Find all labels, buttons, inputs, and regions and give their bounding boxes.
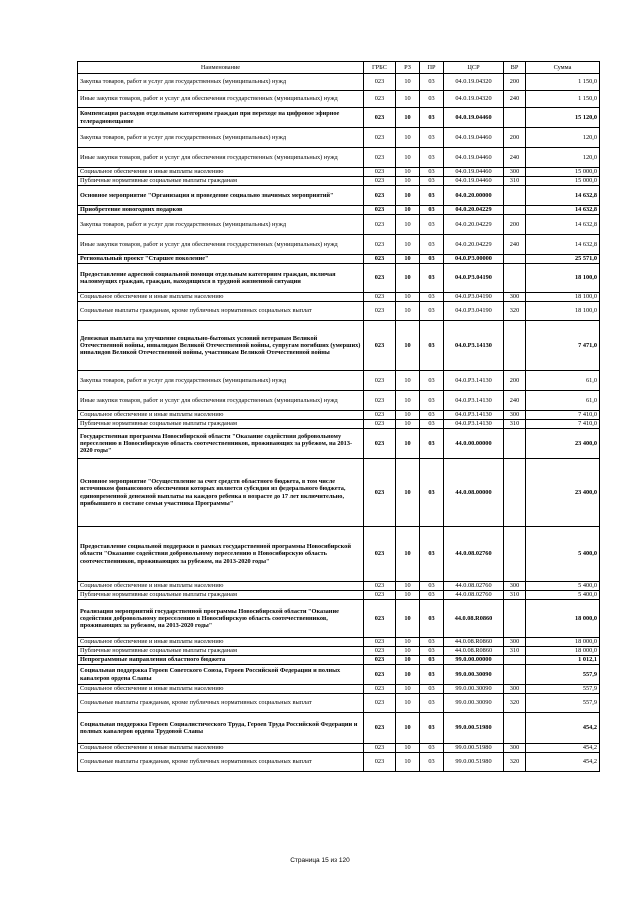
cell-grbs: 023	[364, 685, 396, 694]
table-row	[78, 148, 600, 168]
cell-sum: 15 120,0	[526, 108, 600, 128]
cell-sum: 18 100,0	[526, 302, 600, 321]
cell-vr: 320	[504, 302, 526, 321]
cell-vr: 310	[504, 177, 526, 186]
cell-pr: 03	[420, 206, 444, 215]
cell-vr: 300	[504, 744, 526, 753]
cell-name: Социальная поддержка Героев Социалистического Труда, Героев Труда Российской Федерации и полных кавалеров ордена Трудовой Славы	[78, 713, 364, 744]
cell-rz: 10	[396, 527, 420, 582]
cell-vr: 320	[504, 753, 526, 772]
cell-grbs: 023	[364, 582, 396, 591]
cell-pr: 03	[420, 591, 444, 600]
table-row	[78, 177, 600, 186]
cell-sum: 18 100,0	[526, 293, 600, 302]
cell-csr: 04.0.19.04320	[444, 74, 504, 91]
table-row	[78, 255, 600, 264]
cell-csr: 04.0.P3.14130	[444, 391, 504, 411]
cell-rz: 10	[396, 321, 420, 371]
cell-grbs: 023	[364, 293, 396, 302]
table-row	[78, 371, 600, 391]
cell-csr: 44.0.08.R0860	[444, 647, 504, 656]
cell-vr	[504, 321, 526, 371]
cell-grbs: 023	[364, 74, 396, 91]
header-rz: РЗ	[396, 62, 420, 74]
cell-vr: 240	[504, 235, 526, 255]
cell-pr: 03	[420, 186, 444, 206]
cell-grbs: 023	[364, 206, 396, 215]
cell-vr: 320	[504, 694, 526, 713]
cell-rz: 10	[396, 302, 420, 321]
cell-sum: 1 150,0	[526, 74, 600, 91]
cell-grbs: 023	[364, 177, 396, 186]
cell-csr: 04.0.19.04460	[444, 108, 504, 128]
table-row	[78, 694, 600, 713]
cell-csr: 44.0.08.02760	[444, 527, 504, 582]
cell-name: Публичные нормативные социальные выплаты гражданам	[78, 591, 364, 600]
cell-grbs: 023	[364, 321, 396, 371]
table-row	[78, 168, 600, 177]
cell-sum: 14 632,8	[526, 215, 600, 235]
cell-csr: 99.0.00.30090	[444, 665, 504, 685]
table-row	[78, 108, 600, 128]
cell-sum: 14 632,8	[526, 186, 600, 206]
table-row	[78, 74, 600, 91]
cell-name: Иные закупки товаров, работ и услуг для обеспечения государственных (муниципальных) нужд	[78, 91, 364, 108]
cell-sum: 1 012,1	[526, 656, 600, 665]
cell-sum: 1 150,0	[526, 91, 600, 108]
cell-rz: 10	[396, 168, 420, 177]
cell-name: Закупка товаров, работ и услуг для государственных (муниципальных) нужд	[78, 128, 364, 148]
cell-grbs: 023	[364, 591, 396, 600]
cell-rz: 10	[396, 128, 420, 148]
cell-pr: 03	[420, 235, 444, 255]
cell-csr: 04.0.19.04460	[444, 177, 504, 186]
cell-pr: 03	[420, 744, 444, 753]
cell-vr	[504, 527, 526, 582]
cell-pr: 03	[420, 459, 444, 527]
cell-name: Социальные выплаты гражданам, кроме публичных нормативных социальных выплат	[78, 302, 364, 321]
cell-grbs: 023	[364, 108, 396, 128]
cell-sum: 18 000,0	[526, 638, 600, 647]
table-row	[78, 91, 600, 108]
cell-pr: 03	[420, 638, 444, 647]
cell-vr: 300	[504, 685, 526, 694]
cell-grbs: 023	[364, 371, 396, 391]
cell-name: Компенсация расходов отдельным категориям граждан при переходе на цифровое эфирное телерадиовещание	[78, 108, 364, 128]
cell-grbs: 023	[364, 186, 396, 206]
cell-rz: 10	[396, 264, 420, 293]
table-row	[78, 685, 600, 694]
cell-name: Публичные нормативные социальные выплаты гражданам	[78, 420, 364, 429]
cell-vr	[504, 600, 526, 638]
cell-pr: 03	[420, 694, 444, 713]
cell-vr	[504, 206, 526, 215]
table-row	[78, 753, 600, 772]
cell-vr: 310	[504, 420, 526, 429]
table-row	[78, 293, 600, 302]
cell-rz: 10	[396, 91, 420, 108]
cell-name: Социальное обеспечение и иные выплаты населению	[78, 293, 364, 302]
cell-csr: 04.0.20.00000	[444, 186, 504, 206]
cell-grbs: 023	[364, 527, 396, 582]
cell-csr: 04.0.P3.04190	[444, 264, 504, 293]
cell-name: Социальное обеспечение и иные выплаты населению	[78, 168, 364, 177]
cell-sum: 18 000,0	[526, 647, 600, 656]
cell-grbs: 023	[364, 168, 396, 177]
cell-rz: 10	[396, 685, 420, 694]
cell-sum: 15 000,0	[526, 168, 600, 177]
cell-vr	[504, 264, 526, 293]
cell-pr: 03	[420, 91, 444, 108]
cell-vr	[504, 429, 526, 459]
cell-sum: 18 100,0	[526, 264, 600, 293]
cell-csr: 04.0.20.04229	[444, 215, 504, 235]
cell-grbs: 023	[364, 665, 396, 685]
table-row	[78, 420, 600, 429]
cell-grbs: 023	[364, 255, 396, 264]
cell-vr: 240	[504, 91, 526, 108]
cell-grbs: 023	[364, 302, 396, 321]
table-row	[78, 600, 600, 638]
cell-rz: 10	[396, 293, 420, 302]
cell-rz: 10	[396, 665, 420, 685]
table-row	[78, 744, 600, 753]
cell-pr: 03	[420, 177, 444, 186]
cell-sum: 7 410,0	[526, 411, 600, 420]
cell-name: Социальное обеспечение и иные выплаты населению	[78, 685, 364, 694]
cell-rz: 10	[396, 74, 420, 91]
table-row	[78, 391, 600, 411]
cell-pr: 03	[420, 600, 444, 638]
cell-csr: 99.0.00.00000	[444, 656, 504, 665]
cell-csr: 44.0.08.00000	[444, 459, 504, 527]
cell-csr: 99.0.00.51980	[444, 744, 504, 753]
cell-sum: 454,2	[526, 713, 600, 744]
cell-rz: 10	[396, 600, 420, 638]
cell-rz: 10	[396, 186, 420, 206]
cell-vr	[504, 186, 526, 206]
cell-name: Предоставление социальной поддержки в рамках государственной программы Новосибирской области "Оказание содействия добровольному переселению в Новосибирскую область соотечественников, проживающих за рубежом, на 2013-2020 годы"	[78, 527, 364, 582]
cell-sum: 61,0	[526, 391, 600, 411]
cell-sum: 61,0	[526, 371, 600, 391]
cell-name: Реализация мероприятий государственной программы Новосибирской области "Оказание содействия добровольному переселению в Новосибирскую область соотечественников, проживающих за рубежом, на 2013-2020 годы"	[78, 600, 364, 638]
cell-sum: 7 471,0	[526, 321, 600, 371]
cell-name: Социальная поддержка Героев Советского Союза, Героев Российской Федерации и полных кавалеров ордена Славы	[78, 665, 364, 685]
cell-name: Иные закупки товаров, работ и услуг для обеспечения государственных (муниципальных) нужд	[78, 235, 364, 255]
budget-table	[77, 61, 600, 772]
cell-csr: 04.0.P3.04190	[444, 293, 504, 302]
cell-name: Основное мероприятие "Организация и проведение социально значимых мероприятий"	[78, 186, 364, 206]
cell-csr: 99.0.00.30090	[444, 694, 504, 713]
cell-csr: 04.0.P3.14130	[444, 321, 504, 371]
table-row	[78, 429, 600, 459]
cell-pr: 03	[420, 647, 444, 656]
cell-name: Закупка товаров, работ и услуг для государственных (муниципальных) нужд	[78, 74, 364, 91]
cell-rz: 10	[396, 753, 420, 772]
cell-grbs: 023	[364, 264, 396, 293]
table-header-row	[78, 62, 600, 74]
cell-grbs: 023	[364, 429, 396, 459]
header-pr: ПР	[420, 62, 444, 74]
cell-vr: 200	[504, 128, 526, 148]
table-row	[78, 321, 600, 371]
header-name: Наименование	[78, 62, 364, 74]
cell-pr: 03	[420, 713, 444, 744]
cell-rz: 10	[396, 411, 420, 420]
cell-rz: 10	[396, 215, 420, 235]
cell-pr: 03	[420, 293, 444, 302]
cell-name: Закупка товаров, работ и услуг для государственных (муниципальных) нужд	[78, 371, 364, 391]
cell-sum: 557,9	[526, 694, 600, 713]
cell-csr: 04.0.20.04229	[444, 235, 504, 255]
cell-rz: 10	[396, 713, 420, 744]
cell-vr: 310	[504, 647, 526, 656]
table-row	[78, 638, 600, 647]
cell-grbs: 023	[364, 215, 396, 235]
cell-sum: 454,2	[526, 753, 600, 772]
table-row	[78, 665, 600, 685]
cell-sum: 5 400,0	[526, 582, 600, 591]
cell-name: Государственная программа Новосибирской области "Оказание содействия добровольному переселению в Новосибирскую область соотечественников, проживающих за рубежом, на 2013-2020 годы"	[78, 429, 364, 459]
cell-grbs: 023	[364, 91, 396, 108]
cell-vr	[504, 713, 526, 744]
cell-pr: 03	[420, 148, 444, 168]
cell-pr: 03	[420, 264, 444, 293]
cell-pr: 03	[420, 582, 444, 591]
cell-sum: 18 000,0	[526, 600, 600, 638]
table-row	[78, 527, 600, 582]
cell-rz: 10	[396, 148, 420, 168]
cell-grbs: 023	[364, 235, 396, 255]
table-row	[78, 186, 600, 206]
cell-csr: 44.0.08.R0860	[444, 600, 504, 638]
table-body	[78, 74, 600, 772]
cell-pr: 03	[420, 321, 444, 371]
cell-pr: 03	[420, 128, 444, 148]
table-row	[78, 128, 600, 148]
cell-name: Предоставление адресной социальной помощи отдельным категориям граждан, включая малоимущих граждан, граждан, находящихся в трудной жизненной ситуации	[78, 264, 364, 293]
table-row	[78, 582, 600, 591]
cell-sum: 14 632,8	[526, 235, 600, 255]
cell-csr: 04.0.20.04229	[444, 206, 504, 215]
cell-rz: 10	[396, 591, 420, 600]
cell-pr: 03	[420, 656, 444, 665]
cell-csr: 44.0.08.02760	[444, 591, 504, 600]
cell-sum: 15 000,0	[526, 177, 600, 186]
cell-csr: 44.0.08.R0860	[444, 638, 504, 647]
cell-vr	[504, 108, 526, 128]
cell-pr: 03	[420, 665, 444, 685]
cell-grbs: 023	[364, 148, 396, 168]
cell-grbs: 023	[364, 694, 396, 713]
cell-rz: 10	[396, 647, 420, 656]
table-row	[78, 215, 600, 235]
cell-grbs: 023	[364, 391, 396, 411]
cell-grbs: 023	[364, 411, 396, 420]
cell-sum: 5 400,0	[526, 527, 600, 582]
cell-grbs: 023	[364, 713, 396, 744]
cell-name: Денежная выплата на улучшение социально-бытовых условий ветеранам Великой Отечественной войны, инвалидам Великой Отечественной войны, супругам погибших (умерших) инвалидов Великой Отечественной войны, участникам Великой Отечественной войны	[78, 321, 364, 371]
cell-grbs: 023	[364, 459, 396, 527]
cell-vr	[504, 665, 526, 685]
cell-rz: 10	[396, 206, 420, 215]
cell-pr: 03	[420, 411, 444, 420]
cell-name: Региональный проект "Старшее поколение"	[78, 255, 364, 264]
cell-csr: 44.0.00.00000	[444, 429, 504, 459]
cell-pr: 03	[420, 753, 444, 772]
cell-rz: 10	[396, 371, 420, 391]
cell-vr	[504, 255, 526, 264]
cell-pr: 03	[420, 255, 444, 264]
cell-name: Социальные выплаты гражданам, кроме публичных нормативных социальных выплат	[78, 753, 364, 772]
cell-grbs: 023	[364, 128, 396, 148]
cell-name: Основное мероприятие "Осуществление за счет средств областного бюджета, в том числе источником финансового обеспечения которых является субсидия из федерального бюджета, единовременной денежной выплаты на каждого ребенка в возрасте до 17 лет включительно, прибывшего в составе семьи участника Программы"	[78, 459, 364, 527]
cell-rz: 10	[396, 656, 420, 665]
cell-vr: 240	[504, 391, 526, 411]
cell-sum: 557,9	[526, 665, 600, 685]
cell-pr: 03	[420, 685, 444, 694]
cell-csr: 99.0.00.30090	[444, 685, 504, 694]
cell-name: Иные закупки товаров, работ и услуг для обеспечения государственных (муниципальных) нужд	[78, 391, 364, 411]
table-row	[78, 656, 600, 665]
cell-name: Социальное обеспечение и иные выплаты населению	[78, 411, 364, 420]
cell-name: Иные закупки товаров, работ и услуг для обеспечения государственных (муниципальных) нужд	[78, 148, 364, 168]
cell-csr: 44.0.08.02760	[444, 582, 504, 591]
cell-name: Непрограммные направления областного бюджета	[78, 656, 364, 665]
cell-rz: 10	[396, 235, 420, 255]
cell-vr: 200	[504, 371, 526, 391]
cell-sum: 120,0	[526, 128, 600, 148]
cell-grbs: 023	[364, 600, 396, 638]
table-row	[78, 591, 600, 600]
table-row	[78, 264, 600, 293]
cell-sum: 14 632,8	[526, 206, 600, 215]
cell-pr: 03	[420, 371, 444, 391]
cell-csr: 04.0.P3.04190	[444, 302, 504, 321]
header-vr: ВР	[504, 62, 526, 74]
table-row	[78, 647, 600, 656]
cell-pr: 03	[420, 215, 444, 235]
cell-rz: 10	[396, 638, 420, 647]
cell-csr: 99.0.00.51980	[444, 753, 504, 772]
cell-csr: 04.0.19.04320	[444, 91, 504, 108]
cell-name: Закупка товаров, работ и услуг для государственных (муниципальных) нужд	[78, 215, 364, 235]
cell-sum: 23 400,0	[526, 459, 600, 527]
cell-csr: 99.0.00.51980	[444, 713, 504, 744]
cell-vr: 300	[504, 582, 526, 591]
cell-csr: 04.0.P3.14130	[444, 371, 504, 391]
cell-sum: 7 410,0	[526, 420, 600, 429]
cell-sum: 5 400,0	[526, 591, 600, 600]
cell-sum: 25 571,0	[526, 255, 600, 264]
cell-sum: 23 400,0	[526, 429, 600, 459]
cell-rz: 10	[396, 459, 420, 527]
cell-pr: 03	[420, 420, 444, 429]
cell-vr	[504, 656, 526, 665]
cell-name: Публичные нормативные социальные выплаты гражданам	[78, 647, 364, 656]
cell-csr: 04.0.P3.14130	[444, 420, 504, 429]
page-number: Страница 15 из 120	[290, 857, 350, 864]
cell-csr: 04.0.P3.14130	[444, 411, 504, 420]
header-csr: ЦСР	[444, 62, 504, 74]
cell-pr: 03	[420, 391, 444, 411]
header-sum: Сумма	[526, 62, 600, 74]
cell-rz: 10	[396, 177, 420, 186]
table-row	[78, 713, 600, 744]
cell-rz: 10	[396, 420, 420, 429]
cell-vr	[504, 459, 526, 527]
cell-name: Социальные выплаты гражданам, кроме публичных нормативных социальных выплат	[78, 694, 364, 713]
header-grbs: ГРБС	[364, 62, 396, 74]
cell-csr: 04.0.19.04460	[444, 148, 504, 168]
cell-grbs: 023	[364, 420, 396, 429]
cell-sum: 557,9	[526, 685, 600, 694]
cell-pr: 03	[420, 302, 444, 321]
cell-rz: 10	[396, 744, 420, 753]
cell-grbs: 023	[364, 647, 396, 656]
cell-vr: 200	[504, 74, 526, 91]
cell-vr: 300	[504, 411, 526, 420]
cell-csr: 04.0.P3.00000	[444, 255, 504, 264]
cell-name: Социальное обеспечение и иные выплаты населению	[78, 744, 364, 753]
cell-name: Публичные нормативные социальные выплаты гражданам	[78, 177, 364, 186]
table-row	[78, 459, 600, 527]
table-row	[78, 235, 600, 255]
cell-vr: 300	[504, 168, 526, 177]
cell-rz: 10	[396, 582, 420, 591]
cell-sum: 120,0	[526, 148, 600, 168]
cell-rz: 10	[396, 108, 420, 128]
cell-vr: 310	[504, 591, 526, 600]
cell-csr: 04.0.19.04460	[444, 128, 504, 148]
cell-pr: 03	[420, 168, 444, 177]
cell-name: Социальное обеспечение и иные выплаты населению	[78, 582, 364, 591]
cell-grbs: 023	[364, 753, 396, 772]
cell-rz: 10	[396, 391, 420, 411]
table-row	[78, 411, 600, 420]
cell-grbs: 023	[364, 656, 396, 665]
cell-pr: 03	[420, 108, 444, 128]
cell-grbs: 023	[364, 744, 396, 753]
cell-name: Приобретение новогодних подарков	[78, 206, 364, 215]
cell-csr: 04.0.19.04460	[444, 168, 504, 177]
cell-vr: 200	[504, 215, 526, 235]
cell-vr: 240	[504, 148, 526, 168]
table-row	[78, 206, 600, 215]
cell-vr: 300	[504, 638, 526, 647]
cell-vr: 300	[504, 293, 526, 302]
cell-pr: 03	[420, 527, 444, 582]
cell-rz: 10	[396, 255, 420, 264]
cell-grbs: 023	[364, 638, 396, 647]
cell-name: Социальное обеспечение и иные выплаты населению	[78, 638, 364, 647]
cell-sum: 454,2	[526, 744, 600, 753]
cell-pr: 03	[420, 74, 444, 91]
cell-rz: 10	[396, 694, 420, 713]
cell-rz: 10	[396, 429, 420, 459]
table-row	[78, 302, 600, 321]
cell-pr: 03	[420, 429, 444, 459]
